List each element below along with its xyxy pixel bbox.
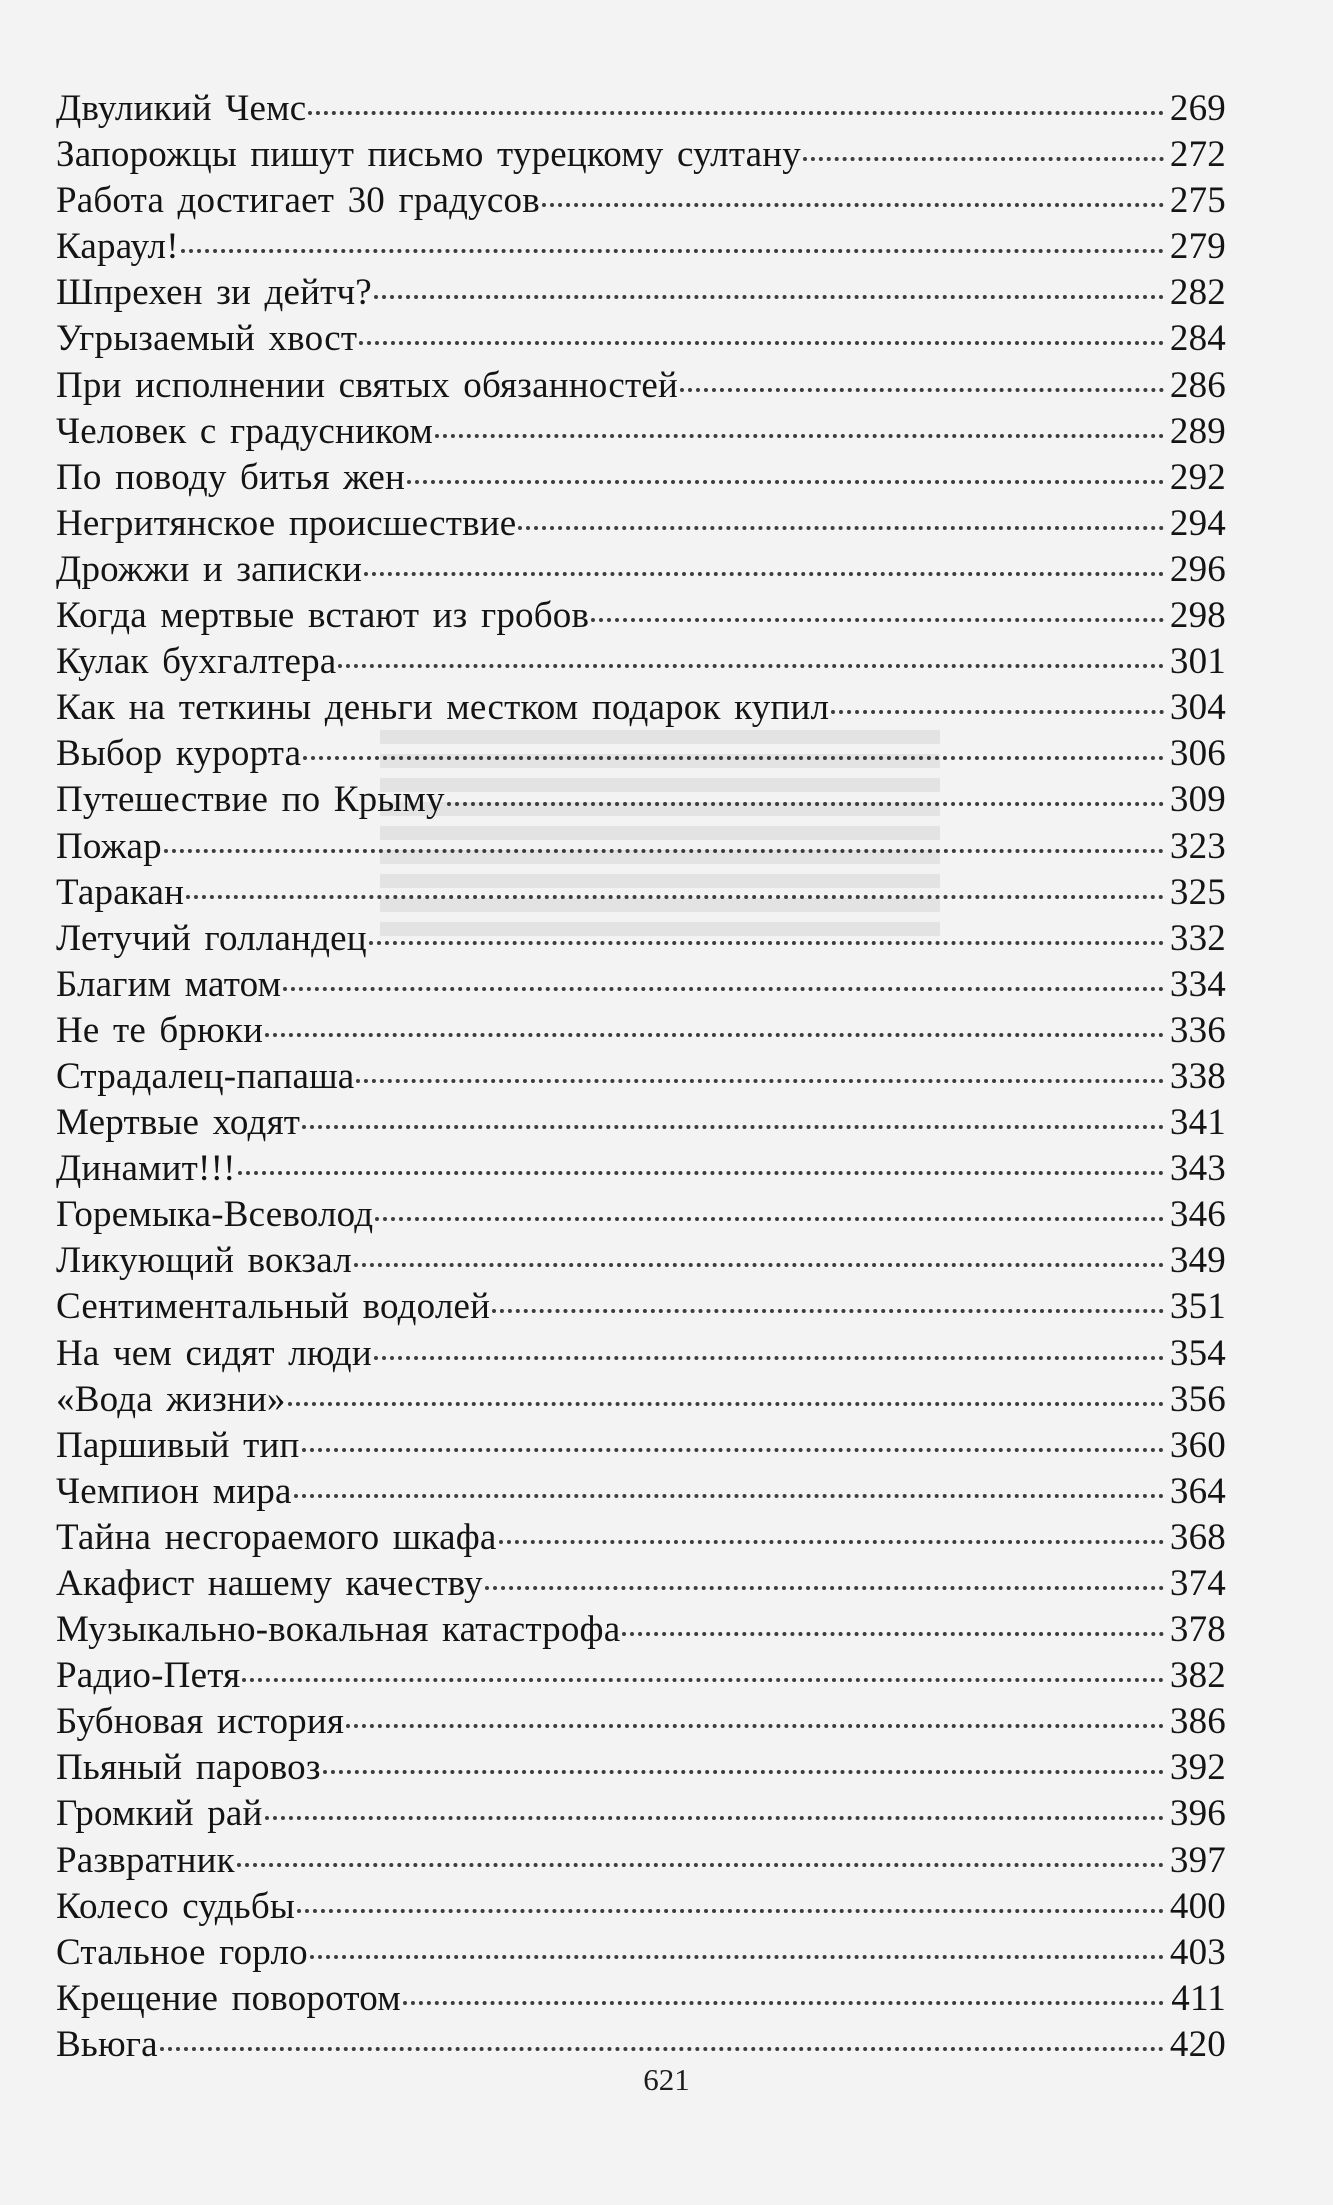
toc-entry-page: 349	[1169, 1240, 1226, 1282]
toc-entry	[56, 1146, 1226, 1192]
toc-entry	[56, 777, 1226, 823]
toc-entry-page: 325	[1169, 871, 1226, 913]
table-of-contents	[56, 86, 1226, 2068]
toc-entry-page: 374	[1169, 1563, 1226, 1604]
toc-entry	[56, 1561, 1226, 1607]
toc-entry-page: 279	[1169, 226, 1226, 268]
dot-leader	[302, 1447, 1165, 1452]
toc-entry-title: Дрожжи и записки	[56, 548, 363, 590]
toc-entry-title: Человек с градусником	[56, 410, 433, 452]
toc-entry	[56, 409, 1226, 455]
toc-entry	[56, 962, 1226, 1008]
toc-entry-title: Колесо судьбы	[56, 1885, 295, 1927]
dot-leader	[356, 1078, 1164, 1083]
toc-entry	[56, 1377, 1226, 1423]
dot-leader	[359, 340, 1164, 345]
toc-entry-page: 378	[1169, 1609, 1226, 1651]
dot-leader	[364, 571, 1164, 576]
toc-entry-page: 411	[1171, 1977, 1226, 2019]
dot-leader	[680, 387, 1164, 392]
dot-leader	[622, 1631, 1164, 1636]
toc-entry-page: 364	[1169, 1470, 1226, 1512]
dot-leader	[237, 1862, 1164, 1867]
toc-entry	[56, 1100, 1226, 1146]
dot-leader	[323, 1769, 1164, 1774]
toc-entry-title: Громкий рай	[56, 1793, 263, 1835]
toc-entry	[56, 1791, 1226, 1837]
toc-entry-page: 298	[1169, 595, 1226, 637]
toc-entry-title: Благим матом	[56, 963, 282, 1005]
toc-entry	[56, 1699, 1226, 1745]
toc-entry-title: Негритянское происшествие	[56, 502, 517, 544]
toc-entry	[56, 547, 1226, 593]
toc-entry-page: 301	[1169, 641, 1226, 683]
toc-entry	[56, 916, 1226, 962]
toc-entry-title: Мертвые ходят	[56, 1102, 301, 1144]
toc-entry	[56, 1423, 1226, 1469]
toc-entry	[56, 316, 1226, 362]
toc-entry-title: Путешествие по Крыму	[56, 779, 445, 821]
dot-leader	[265, 1032, 1164, 1037]
toc-entry-page: 346	[1169, 1194, 1226, 1236]
toc-entry-page: 354	[1169, 1332, 1226, 1374]
toc-entry-page: 269	[1169, 88, 1226, 129]
toc-entry	[56, 86, 1226, 132]
toc-entry-title: Бубновая история	[56, 1701, 345, 1743]
toc-entry-page: 420	[1169, 2023, 1226, 2065]
dot-leader	[374, 294, 1164, 299]
toc-entry-title: Тайна несгораемого шкафа	[56, 1516, 497, 1558]
toc-entry	[56, 870, 1226, 916]
toc-entry-title: Крещение поворотом	[56, 1977, 401, 2019]
dot-leader	[288, 1401, 1164, 1406]
toc-entry-title: Как на теткины деньги местком подарок купил	[56, 687, 830, 729]
toc-entry	[56, 1469, 1226, 1515]
toc-entry-title: Пожар	[56, 825, 162, 867]
toc-entry	[56, 685, 1226, 731]
toc-entry	[56, 1607, 1226, 1653]
toc-entry-title: Запорожцы пишут письмо турецкому султану	[56, 134, 801, 176]
toc-entry-title: Акафист нашему качеству	[56, 1563, 483, 1604]
toc-entry-page: 292	[1169, 456, 1226, 498]
dot-leader	[403, 2000, 1164, 2005]
toc-entry-title: Ликующий вокзал	[56, 1240, 352, 1282]
dot-leader	[265, 1815, 1164, 1820]
toc-entry-title: Сентиментальный водолей	[56, 1286, 491, 1328]
page-number: 621	[643, 2062, 690, 2097]
dot-leader	[354, 1262, 1164, 1267]
dot-leader	[164, 848, 1164, 853]
toc-entry-title: Пьяный паровоз	[56, 1747, 321, 1789]
toc-entry-page: 334	[1169, 963, 1226, 1005]
toc-entry-page: 392	[1169, 1747, 1226, 1789]
toc-entry	[56, 1284, 1226, 1330]
toc-entry-page: 351	[1169, 1286, 1226, 1328]
toc-entry-title: Угрызаемый хвост	[56, 318, 358, 360]
toc-entry-page: 356	[1169, 1378, 1226, 1420]
dot-leader	[831, 709, 1164, 714]
toc-entry-page: 341	[1169, 1102, 1226, 1144]
toc-entry-page: 289	[1169, 410, 1226, 452]
toc-entry	[56, 1192, 1226, 1238]
toc-entry	[56, 824, 1226, 870]
toc-entry-title: Динамит!!!	[56, 1148, 236, 1190]
toc-entry-page: 400	[1169, 1885, 1226, 1927]
toc-entry	[56, 1008, 1226, 1054]
toc-entry	[56, 1515, 1226, 1561]
toc-entry	[56, 1976, 1226, 2022]
toc-entry-page: 382	[1169, 1655, 1226, 1697]
dot-leader	[160, 2046, 1164, 2051]
dot-leader	[242, 1677, 1164, 1682]
toc-entry-page: 306	[1169, 733, 1226, 775]
toc-entry	[56, 639, 1226, 685]
toc-entry-page: 343	[1169, 1148, 1226, 1190]
toc-entry-page: 296	[1169, 548, 1226, 590]
toc-entry-title: Летучий голландец	[56, 917, 367, 959]
toc-entry-title: Караул!	[56, 226, 179, 268]
toc-entry-title: Вьюга	[56, 2023, 158, 2065]
dot-leader	[803, 156, 1164, 161]
toc-entry-page: 282	[1169, 272, 1226, 314]
toc-entry-page: 275	[1169, 180, 1226, 222]
toc-entry	[56, 1653, 1226, 1699]
dot-leader	[181, 248, 1164, 253]
toc-entry-title: Чемпион мира	[56, 1470, 292, 1512]
toc-entry-title: Не те брюки	[56, 1009, 264, 1051]
toc-entry	[56, 363, 1226, 409]
toc-entry-page: 396	[1169, 1793, 1226, 1835]
toc-entry	[56, 224, 1226, 270]
dot-leader	[369, 940, 1164, 945]
toc-entry-page: 272	[1169, 134, 1226, 176]
toc-entry	[56, 1331, 1226, 1377]
toc-entry	[56, 1838, 1226, 1884]
dot-leader	[591, 617, 1164, 622]
toc-entry-title: Шпрехен зи дейтч?	[56, 272, 372, 314]
toc-entry	[56, 1884, 1226, 1930]
toc-entry	[56, 132, 1226, 178]
toc-entry-page: 284	[1169, 318, 1226, 360]
toc-entry-page: 286	[1169, 364, 1226, 406]
dot-leader	[310, 1954, 1164, 1959]
toc-entry-title: Музыкально-вокальная катастрофа	[56, 1609, 621, 1651]
dot-leader	[238, 1170, 1164, 1175]
toc-entry	[56, 270, 1226, 316]
dot-leader	[485, 1585, 1164, 1590]
dot-leader	[346, 1723, 1164, 1728]
toc-entry	[56, 501, 1226, 547]
dot-leader	[435, 433, 1164, 438]
toc-entry	[56, 455, 1226, 501]
dot-leader	[374, 1355, 1164, 1360]
dot-leader	[407, 479, 1164, 484]
toc-entry-title: Таракан	[56, 871, 185, 913]
toc-entry-page: 386	[1169, 1701, 1226, 1743]
dot-leader	[303, 755, 1164, 760]
toc-entry	[56, 1054, 1226, 1100]
toc-entry-title: Двуликий Чемс	[56, 88, 307, 129]
toc-entry	[56, 1930, 1226, 1976]
toc-entry-page: 309	[1169, 779, 1226, 821]
toc-entry-page: 338	[1169, 1055, 1226, 1097]
dot-leader	[186, 894, 1164, 899]
toc-entry-page: 294	[1169, 502, 1226, 544]
toc-entry-title: На чем сидят люди	[56, 1332, 372, 1374]
toc-entry-title: «Вода жизни»	[56, 1378, 286, 1420]
dot-leader	[308, 110, 1164, 115]
dot-leader	[542, 202, 1164, 207]
dot-leader	[499, 1539, 1165, 1544]
toc-entry-title: Развратник	[56, 1839, 235, 1881]
toc-entry-title: Выбор курорта	[56, 733, 302, 775]
dot-leader	[297, 1908, 1164, 1913]
dot-leader	[447, 801, 1164, 806]
toc-entry-title: При исполнении святых обязанностей	[56, 364, 678, 406]
toc-entry	[56, 593, 1226, 639]
toc-entry-page: 332	[1169, 917, 1226, 959]
toc-entry	[56, 731, 1226, 777]
toc-entry-page: 397	[1169, 1839, 1226, 1881]
toc-entry-page: 336	[1169, 1009, 1226, 1051]
toc-entry-title: Работа достигает 30 градусов	[56, 180, 540, 222]
dot-leader	[302, 1124, 1164, 1129]
toc-entry-title: Когда мертвые встают из гробов	[56, 595, 590, 637]
toc-entry-title: Стальное горло	[56, 1931, 308, 1973]
dot-leader	[283, 986, 1164, 991]
dot-leader	[294, 1493, 1164, 1498]
toc-entry-page: 368	[1169, 1516, 1226, 1558]
toc-entry-title: Кулак бухгалтера	[56, 641, 337, 683]
dot-leader	[518, 525, 1164, 530]
toc-entry-title: Горемыка-Всеволод	[56, 1194, 374, 1236]
toc-entry-title: По поводу битья жен	[56, 456, 406, 498]
dot-leader	[338, 663, 1164, 668]
toc-entry	[56, 1745, 1226, 1791]
toc-entry-title: Страдалец-папаша	[56, 1055, 355, 1097]
toc-entry-page: 323	[1169, 825, 1226, 867]
toc-entry-page: 304	[1169, 687, 1226, 729]
toc-entry	[56, 1238, 1226, 1284]
dot-leader	[492, 1308, 1164, 1313]
toc-entry-title: Радио-Петя	[56, 1655, 241, 1697]
toc-entry-title: Паршивый тип	[56, 1424, 300, 1466]
toc-entry-page: 403	[1169, 1931, 1226, 1973]
dot-leader	[375, 1216, 1164, 1221]
toc-entry	[56, 178, 1226, 224]
toc-entry-page: 360	[1169, 1424, 1226, 1466]
